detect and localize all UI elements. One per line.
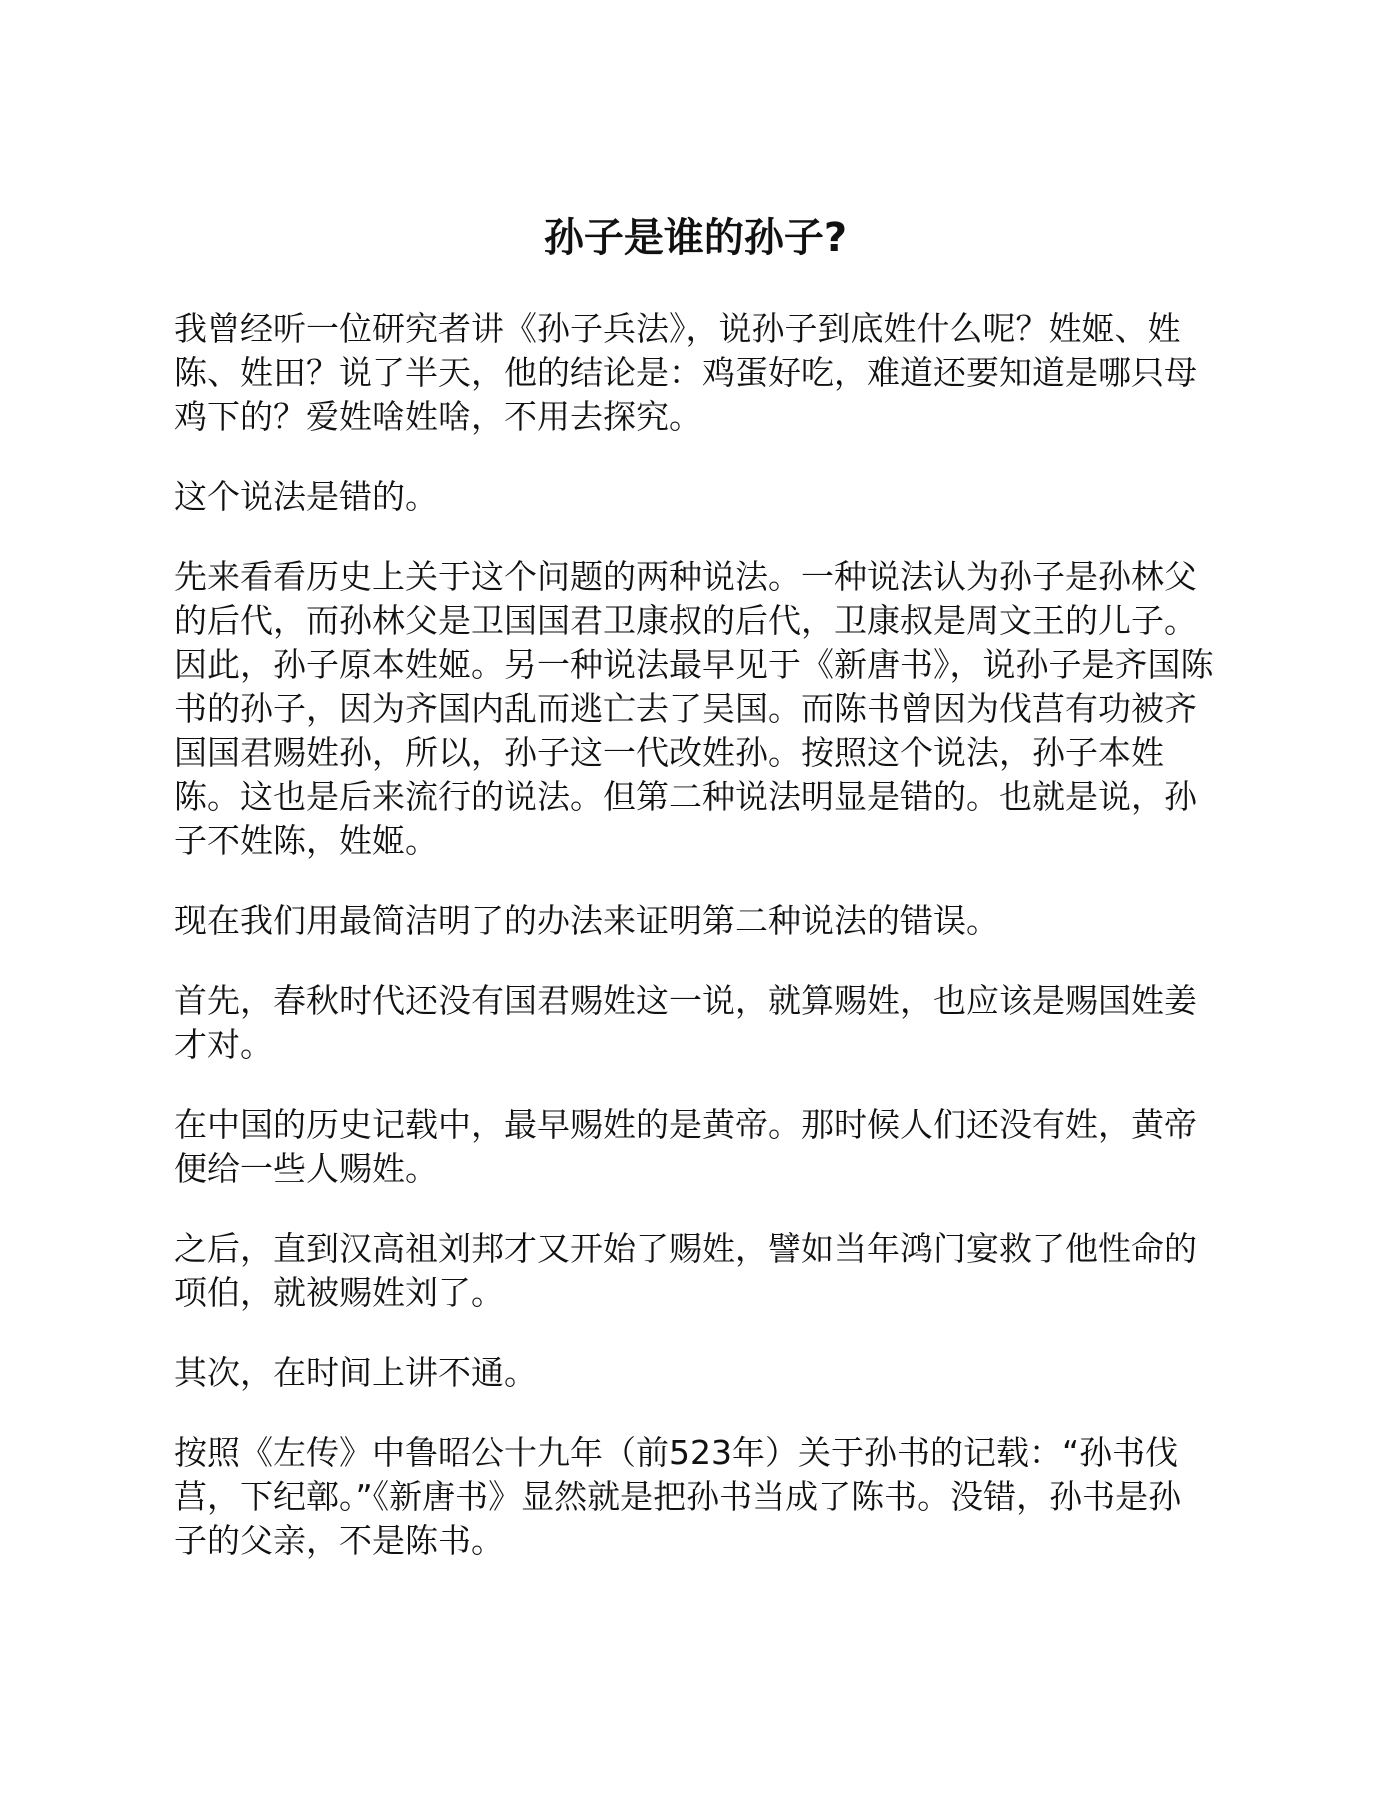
article-title: 孙子是谁的孙子? (543, 215, 848, 261)
paragraph-2: 这个说法是错的。 (174, 477, 438, 516)
article-body (174, 307, 1214, 1599)
paragraph-7: 之后，直到汉高祖刘邦才又开始了赐姓，譬如当年鸿门宴救了他性命的项伯，就被赐姓刘了。 (174, 1229, 1197, 1312)
paragraph-9: 按照《左传》中鲁昭公十九年（前523年）关于孙书的记载：“孙书伐莒，下纪鄣。”《新唐书》显然就是把孙书当成了陈书。没错，孙书是孙子的父亲，不是陈书。 (174, 1433, 1182, 1560)
paragraph-8: 其次，在时间上讲不通。 (174, 1353, 537, 1392)
paragraph-4: 现在我们用最简洁明了的办法来证明第二种说法的错误。 (174, 901, 999, 940)
paragraph-1: 我曾经听一位研究者讲《孙子兵法》，说孙子到底姓什么呢？姓姬、姓陈、姓田？说了半天，他的结论是：鸡蛋好吃，难道还要知道是哪只母鸡下的？爱姓啥姓啥，不用去探究。 (174, 309, 1197, 436)
paragraph-3: 先来看看历史上关于这个问题的两种说法。一种说法认为孙子是孙林父的后代，而孙林父是卫国国君卫康叔的后代，卫康叔是周文王的儿子。因此，孙子原本姓姬。另一种说法最早见于《新唐书》，说孙子是齐国陈书的孙子，因为齐国内乱而逃亡去了吴国。而陈书曾因为伐莒有功被齐国国君赐姓孙，所以，孙子这一代改姓孙。按照这个说法，孙子本姓陈。这也是后来流行的说法。但第二种说法明显是错的。也就是说，孙子不姓陈，姓姬。 (174, 557, 1214, 860)
paragraph-5: 首先，春秋时代还没有国君赐姓这一说，就算赐姓，也应该是赐国姓姜才对。 (174, 981, 1197, 1064)
paragraph-6: 在中国的历史记载中，最早赐姓的是黄帝。那时候人们还没有姓，黄帝便给一些人赐姓。 (174, 1105, 1197, 1188)
